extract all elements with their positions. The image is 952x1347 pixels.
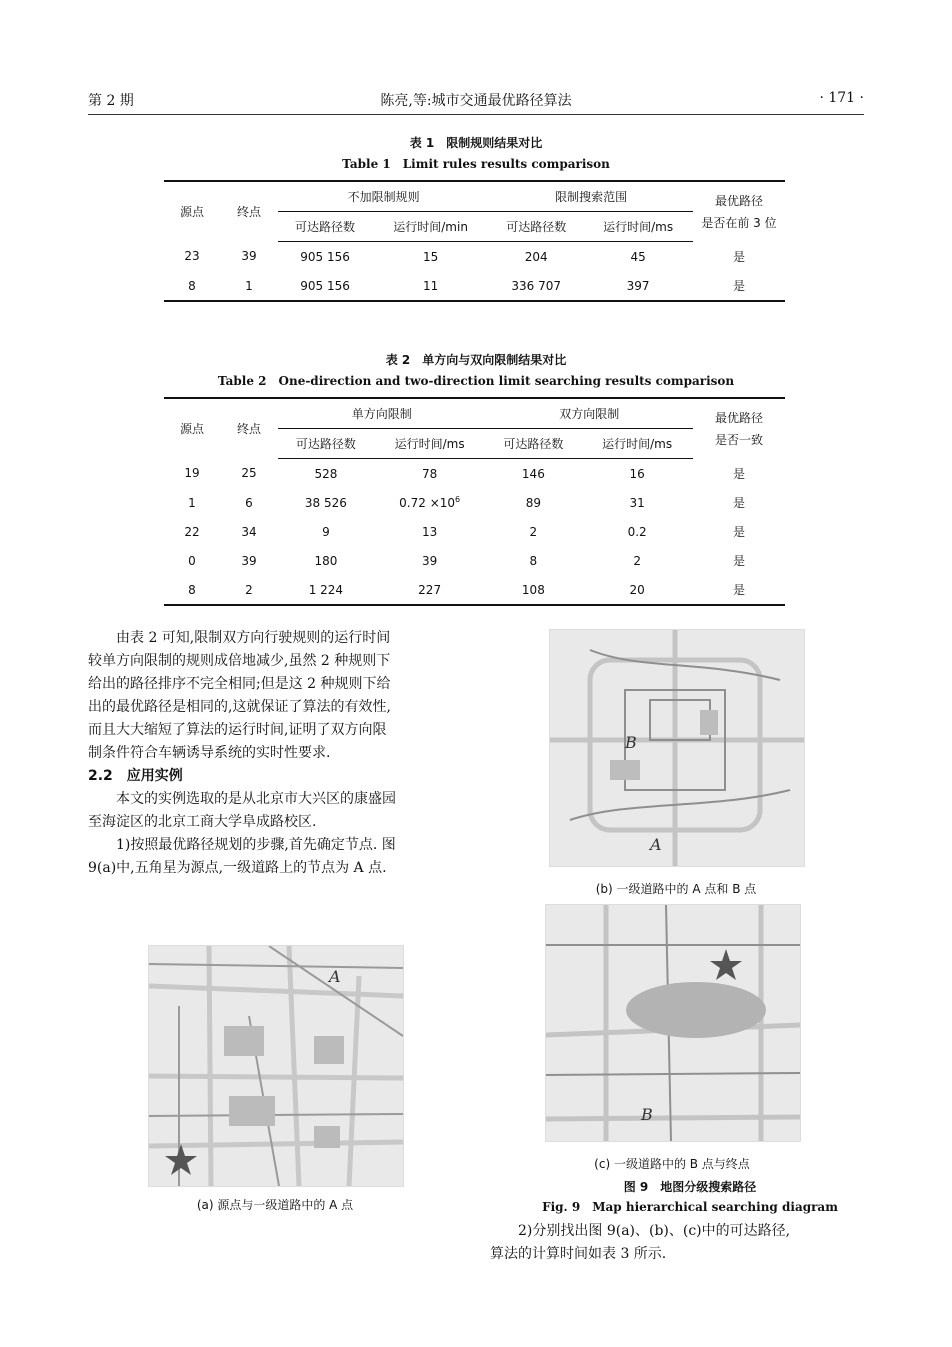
paragraph-line: 由表 2 可知,限制双方向行驶规则的运行时间 [116,630,391,646]
subcaption-b: (b) 一级道路中的 A 点和 B 点 [595,882,757,896]
paragraph-line: 出的最优路径是相同的,这就保证了算法的有效性, [88,699,391,715]
table-row: 23 39 905 156 15 204 45 是 [184,249,745,264]
table-row: 8 1 905 156 11 336 707 397 是 [164,271,785,301]
figure-caption-cn: 图 9 地图分级搜索路径 [623,1180,757,1194]
table-row: 19 25 528 78 146 16 是 [184,466,745,481]
sub-header: 可达路径数 [278,429,374,459]
map-figure-c [545,904,801,1142]
col-header-optimal: 最优路径 是否在前 3 位 [693,181,785,242]
node-label-a: A [650,835,662,854]
paragraph-line: 制条件符合车辆诱导系统的实时性要求. [88,745,331,761]
section-heading: 2.2 应用实例 [88,768,183,784]
body-right-column [490,1220,862,1266]
paragraph-line: 较单方向限制的规则成倍地减少,虽然 2 种规则下 [88,653,391,669]
col-header-optimal: 最优路径 是否一致 [693,398,785,459]
group-header-one-direction: 单方向限制 [278,398,485,429]
col-header-dest: 终点 [220,398,278,459]
group-header-unrestricted: 不加限制规则 [278,181,489,212]
sub-header: 可达路径数 [485,429,581,459]
issue-number: 第 2 期 [88,93,134,109]
node-label-b: B [641,1105,653,1124]
sub-header: 运行时间/ms [583,212,693,242]
body-left-column [88,627,468,880]
sub-header: 可达路径数 [278,212,372,242]
page-number: · 171 · [819,90,864,106]
table2-title-en: Table 2 One-direction and two-direction limit searching results comparison [217,374,735,388]
node-label-b: B [625,733,637,752]
paragraph-line: 而且大大缩短了算法的运行时间,证明了双方向限 [88,722,387,738]
map-figure-a [148,945,404,1187]
sub-header: 运行时间/min [372,212,489,242]
subcaption-a: (a) 源点与一级道路中的 A 点 [196,1198,354,1212]
running-header [88,88,864,115]
subcaption-c: (c) 一级道路中的 B 点与终点 [594,1157,750,1171]
paragraph-line: 算法的计算时间如表 3 所示. [490,1246,667,1262]
sub-header: 运行时间/ms [374,429,486,459]
figure-caption-en: Fig. 9 Map hierarchical searching diagram [542,1200,838,1214]
running-title: 陈亮,等:城市交通最优路径算法 [380,93,572,109]
table2-title-cn: 表 2 单方向与双向限制结果对比 [385,353,567,367]
paragraph-line: 2)分别找出图 9(a)、(b)、(c)中的可达路径, [518,1223,791,1239]
paragraph-line: 1)按照最优路径规划的步骤,首先确定节点. 图 [116,837,396,853]
table1-title-en: Table 1 Limit rules results comparison [342,157,610,171]
group-header-two-direction: 双方向限制 [485,398,693,429]
node-label-a: A [329,967,341,986]
col-header-source: 源点 [164,181,220,242]
table2 [164,397,785,606]
col-header-source: 源点 [164,398,220,459]
table1 [164,180,785,302]
sub-header: 运行时间/ms [581,429,693,459]
col-header-dest: 终点 [220,181,278,242]
table-row: 1 6 38 526 $0.72 \times 10^6$ 89 31 是 [188,495,745,510]
sub-header: 可达路径数 [489,212,583,242]
table-row: 8 2 1 224 227 108 20 是 [164,575,785,605]
paragraph-line: 给出的路径排序不完全相同;但是这 2 种规则下给 [88,676,391,692]
paragraph-line: 至海淀区的北京工商大学阜成路校区. [88,814,317,830]
table-row: 0 39 180 39 8 2 是 [188,553,745,568]
table1-title-cn: 表 1 限制规则结果对比 [409,136,543,150]
group-header-restricted: 限制搜索范围 [489,181,693,212]
table-row: 22 34 9 13 2 0.2 是 [184,524,745,539]
paragraph-line: 本文的实例选取的是从北京市大兴区的康盛园 [116,791,396,807]
map-figure-b [549,629,805,867]
paragraph-line: 9(a)中,五角星为源点,一级道路上的节点为 A 点. [88,860,387,876]
